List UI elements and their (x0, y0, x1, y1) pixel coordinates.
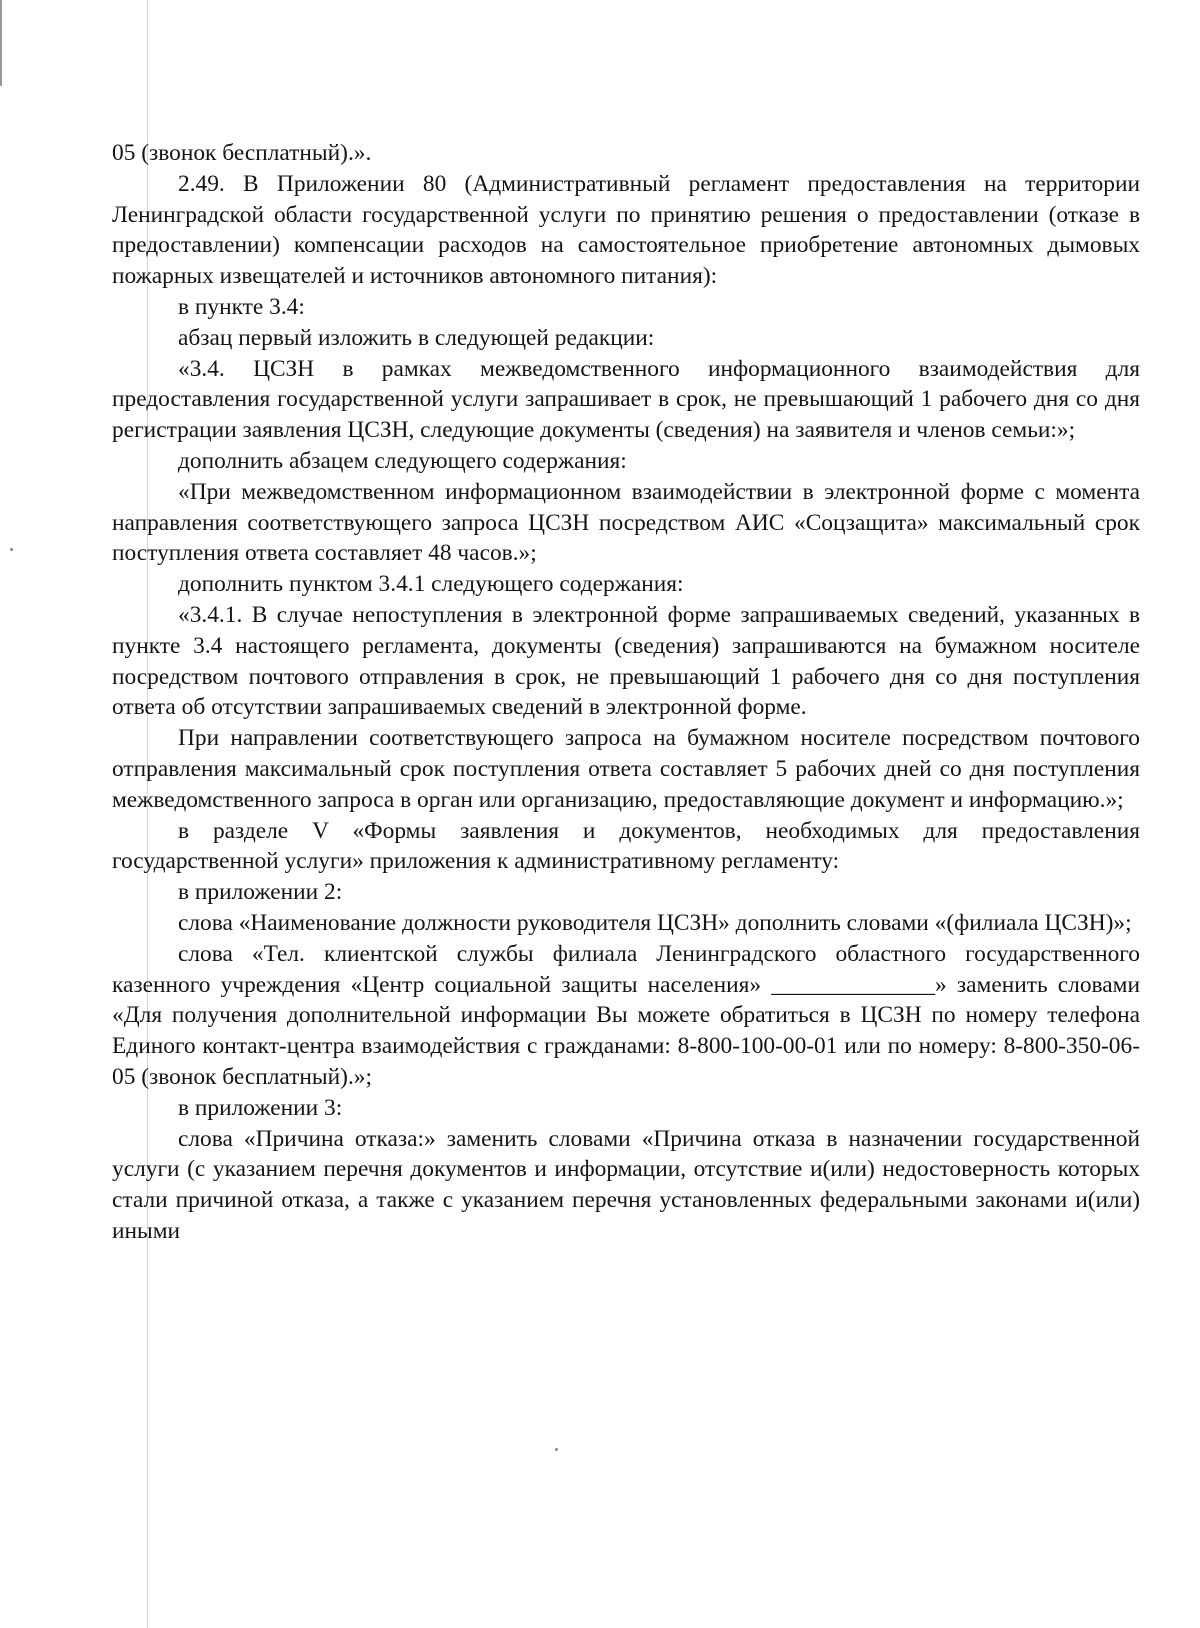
paragraph-continuation: 05 (звонок бесплатный).». (112, 140, 372, 166)
paragraph-add-abzac: дополнить абзацем следующего содержания: (178, 447, 627, 474)
paragraph-phone-replace: слова «Тел. клиентской службы филиала Ленинградского областного государственного казенного учреждения «Центр социальной защиты населения» ______________» заменить словами «Для получения дополнительной информации Вы можете обратиться в ЦСЗН по номеру телефона Единого контакт-центра взаимодействия с гражданами: 8-800-100-00-01 или по номеру: 8-800-350-06-05 (звонок бесплатный).»; (112, 940, 1140, 1090)
paragraph-paper-request: При направлении соответствующего запроса на бумажном носителе посредством почтового отправления максимальный срок поступления ответа составляет 5 рабочих дней со дня поступления межведомственного запроса в орган или организацию, предоставляющие документ и информацию.»; (112, 725, 1140, 813)
paragraph-point-3-4: в пункте 3.4: (178, 293, 305, 320)
paragraph-add-point-3-4-1: дополнить пунктом 3.4.1 следующего содержания: (178, 571, 684, 598)
paragraph-appendix-3: в приложении 3: (178, 1094, 343, 1121)
paragraph-position-title: слова «Наименование должности руководителя ЦСЗН» дополнить словами «(филиала ЦСЗН)»; (178, 909, 1132, 936)
paragraph-quote-electronic: «При межведомственном информационном взаимодействии в электронной форме с момента направления соответствующего запроса ЦСЗН посредством АИС «Соцзащита» максимальный срок поступления ответа составляет 48 часов.»; (112, 478, 1140, 567)
paragraph-quote-3-4: «3.4. ЦСЗН в рамках межведомственного информационного взаимодействия для предоставления государственной услуги запрашивает в срок, не превышающий 1 рабочего дня со дня регистрации заявления ЦСЗН, следующие документы (сведения) на заявителя и членов семьи:»; (112, 355, 1140, 444)
paragraph-item-2-49: 2.49. В Приложении 80 (Административный регламент предоставления на территории Ленинградской области государственной услуги по принятию решения о предоставлении (отказе в предоставлении) компенсации расходов на самостоятельное приобретение автономных дымовых пожарных извещателей и источников автономного питания): (112, 170, 1140, 290)
paragraph-first-abzac: абзац первый изложить в следующей редакции: (178, 324, 655, 351)
paragraph-refusal-reason: слова «Причина отказа:» заменить словами «Причина отказа в назначении государственной услуги (с указанием перечня документов и информации, отсутствие и(или) недостоверность которых стали причиной отказа, а также с указанием перечня установленных федеральными законами и(или) иными (112, 1125, 1140, 1244)
paragraph-section-v: в разделе V «Формы заявления и документов, необходимых для предоставления государственной услуги» приложения к административному регламенту: (112, 817, 1140, 875)
paragraph-quote-3-4-1: «3.4.1. В случае непоступления в электронной форме запрашиваемых сведений, указанных в пункте 3.4 настоящего регламента, документы (сведения) запрашиваются на бумажном носителе посредством почтового отправления в срок, не превышающий 1 рабочего дня со дня поступления ответа об отсутствии запрашиваемых сведений в электронной форме. (112, 601, 1140, 721)
scan-left-edge-mark (0, 0, 2, 86)
paragraph-appendix-2: в приложении 2: (178, 879, 343, 906)
scan-speck (555, 1448, 558, 1451)
document-body (112, 138, 1140, 1247)
scan-speck (10, 548, 13, 551)
